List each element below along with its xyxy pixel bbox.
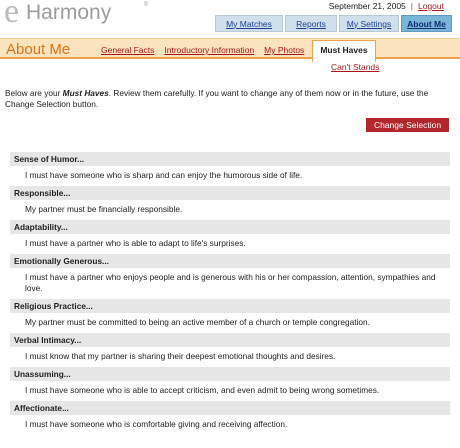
must-have-title: Unassuming... (10, 367, 450, 381)
must-have-description: I must have a partner who is able to adapt to life's surprises. (25, 238, 246, 248)
header-utility (329, 1, 444, 11)
subtab-my-photos[interactable]: My Photos (264, 45, 305, 55)
header-separator: | (410, 1, 413, 11)
intro-text-end: . Review them carefully. If you want to change any of them now or in the future, use the Change Selection button. (5, 88, 429, 109)
must-have-title: Emotionally Generous... (10, 254, 450, 268)
logo-e-mark: e (4, 0, 20, 30)
must-have-title: Verbal Intimacy... (10, 333, 450, 347)
section-title-bar (0, 38, 460, 59)
must-have-title: Responsible... (10, 186, 450, 200)
intro-emphasis: Must Haves (62, 88, 109, 98)
list-item (10, 220, 450, 254)
list-item (10, 299, 450, 333)
list-item (10, 401, 450, 435)
must-have-title: Sense of Humor... (10, 152, 450, 166)
logout-link[interactable]: Logout (418, 1, 444, 11)
must-have-description: I must know that my partner is sharing their deepest emotional thoughts and desires. (25, 351, 336, 361)
must-have-description: I must have a partner who enjoys people and is generous with his or her compassion, attention, sympathies and love. (25, 272, 436, 293)
current-date: September 21, 2005 (328, 1, 406, 11)
page-title: About Me (6, 41, 71, 58)
subtab-introductory-information[interactable]: Introductory Information (164, 45, 255, 55)
logo-wordmark: Harmony (26, 1, 112, 24)
must-have-description: I must have someone who is sharp and can enjoy the humorous side of life. (25, 170, 303, 180)
list-item (10, 186, 450, 220)
must-have-title: Affectionate... (10, 401, 450, 415)
must-have-description: I must have someone who is able to accept criticism, and even admit to being wrong sometimes. (25, 385, 380, 395)
subtab-cant-stands[interactable]: Can't Stands (331, 62, 380, 72)
intro-text (5, 88, 455, 110)
list-item (10, 152, 450, 186)
tab-my-settings[interactable]: My Settings (339, 15, 399, 32)
list-item (10, 367, 450, 401)
tab-about-me[interactable]: About Me (401, 15, 452, 32)
list-item (10, 333, 450, 367)
intro-text-start: Below are your (5, 88, 63, 98)
must-have-description: My partner must be financially responsible. (25, 204, 183, 214)
must-have-title: Adaptability... (10, 220, 450, 234)
must-haves-list (10, 152, 450, 435)
subtab-general-facts[interactable]: General Facts (101, 45, 155, 55)
registered-mark: ® (144, 2, 149, 8)
main-nav-tabs (215, 15, 452, 32)
change-selection-button[interactable]: Change Selection (366, 118, 449, 132)
list-item (10, 254, 450, 299)
must-have-title: Religious Practice... (10, 299, 450, 313)
tab-reports[interactable]: Reports (285, 15, 337, 32)
subtab-must-haves[interactable]: Must Haves (312, 40, 375, 62)
must-have-description: I must have someone who is comfortable giving and receiving affection. (25, 419, 288, 429)
must-have-description: My partner must be committed to being an active member of a church or temple congregation. (25, 317, 370, 327)
tab-my-matches[interactable]: My Matches (215, 15, 283, 32)
